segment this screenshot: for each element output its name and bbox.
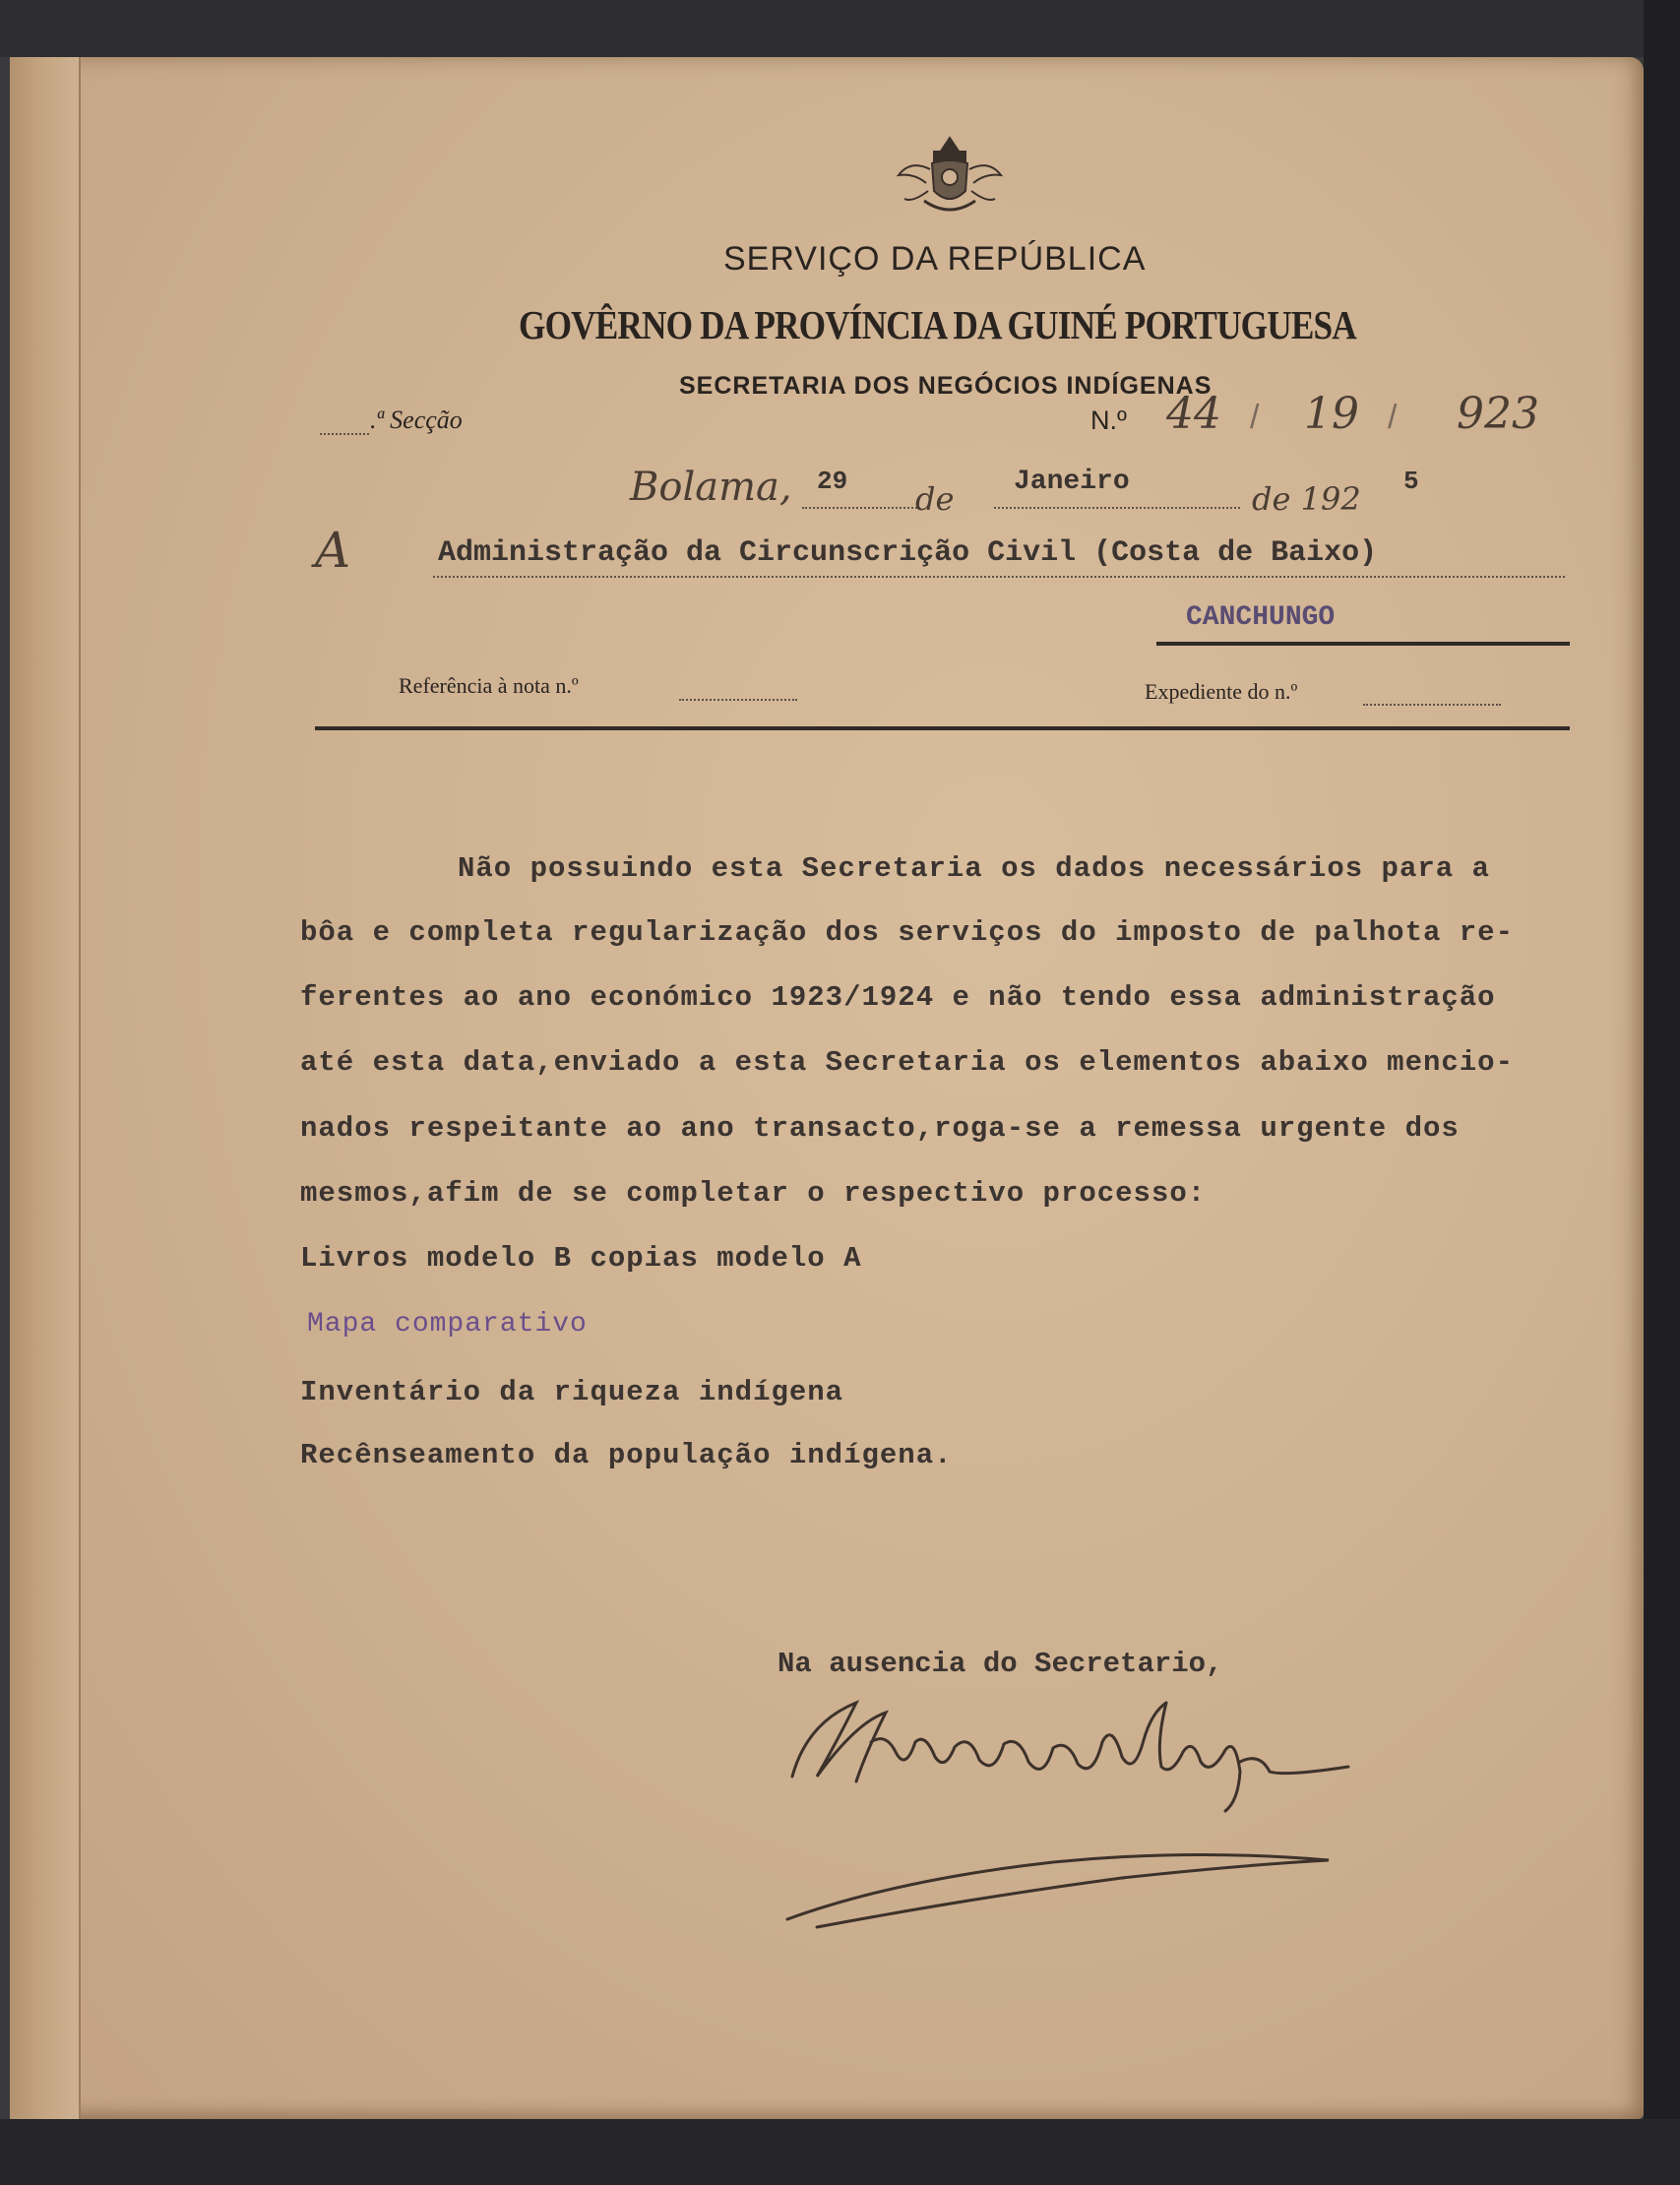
body-line-9: Inventário da riqueza indígena: [300, 1376, 844, 1408]
recipient-line2: CANCHUNGO: [1186, 602, 1336, 633]
numero-label: N.º: [1090, 406, 1127, 435]
background-top: [0, 0, 1680, 57]
coat-of-arms-icon: [891, 130, 1009, 223]
numero-slash-1: /: [1250, 399, 1260, 436]
body-line-1: Não possuindo esta Secretaria os dados necessários para a: [458, 852, 1490, 885]
background-right: [1644, 0, 1680, 2185]
seccao-label: .ª Secção: [370, 406, 463, 434]
recipient-underline: [1156, 642, 1570, 646]
header-government: GOVÊRNO DA PROVÍNCIA DA GUINÉ PORTUGUESA: [519, 302, 1356, 347]
date-dots-2: [994, 507, 1240, 509]
recipient-line1: Administração da Circunscrição Civil (Costa de Baixo): [438, 536, 1378, 570]
body-line-3: ferentes ao ano económico 1923/1924 e não tendo essa administração: [300, 981, 1496, 1014]
date-year-suffix: 5: [1403, 467, 1419, 496]
seccao-dots: [320, 433, 369, 435]
date-dots-1: [802, 507, 920, 509]
referencia-dots: [679, 699, 797, 701]
date-month: Janeiro: [1014, 467, 1130, 497]
header-service: SERVIÇO DA REPÚBLICA: [723, 240, 1147, 278]
expediente-dots: [1363, 704, 1501, 706]
date-place: Bolama,: [630, 465, 792, 510]
body-line-8: Mapa comparativo: [307, 1309, 588, 1340]
binding-fold: [10, 57, 81, 2119]
background-bottom: [0, 2119, 1680, 2185]
body-line-6: mesmos,afim de se completar o respectivo processo:: [300, 1177, 1207, 1210]
expediente-label: Expediente do n.º: [1145, 679, 1298, 704]
recipient-prefix: A: [315, 522, 351, 579]
date-year-prefix: de 192: [1252, 480, 1361, 518]
closing-text: Na ausencia do Secretario,: [778, 1648, 1223, 1680]
numero-part-b: 19: [1304, 389, 1359, 439]
numero-slash-2: /: [1388, 399, 1398, 436]
body-line-7: Livros modelo B copias modelo A: [300, 1242, 862, 1275]
date-day: 29: [817, 467, 848, 496]
body-line-5: nados respeitante ao ano transacto,roga-se a remessa urgente dos: [300, 1112, 1460, 1145]
numero-part-a: 44: [1166, 389, 1221, 439]
numero-part-c: 923: [1457, 389, 1539, 439]
header-secretaria: SECRETARIA DOS NEGÓCIOS INDÍGENAS: [679, 372, 1213, 400]
signature-graphic: [778, 1683, 1368, 1939]
header-separator: [315, 726, 1570, 730]
referencia-label: Referência à nota n.º: [399, 673, 579, 698]
body-line-10: Recênseamento da população indígena.: [300, 1439, 953, 1471]
body-line-2: bôa e completa regularização dos serviços do imposto de palhota re-: [300, 916, 1514, 949]
date-de-1: de: [915, 480, 955, 518]
recipient-dots: [433, 576, 1565, 578]
body-line-4: até esta data,enviado a esta Secretaria os elementos abaixo mencio-: [300, 1046, 1514, 1079]
